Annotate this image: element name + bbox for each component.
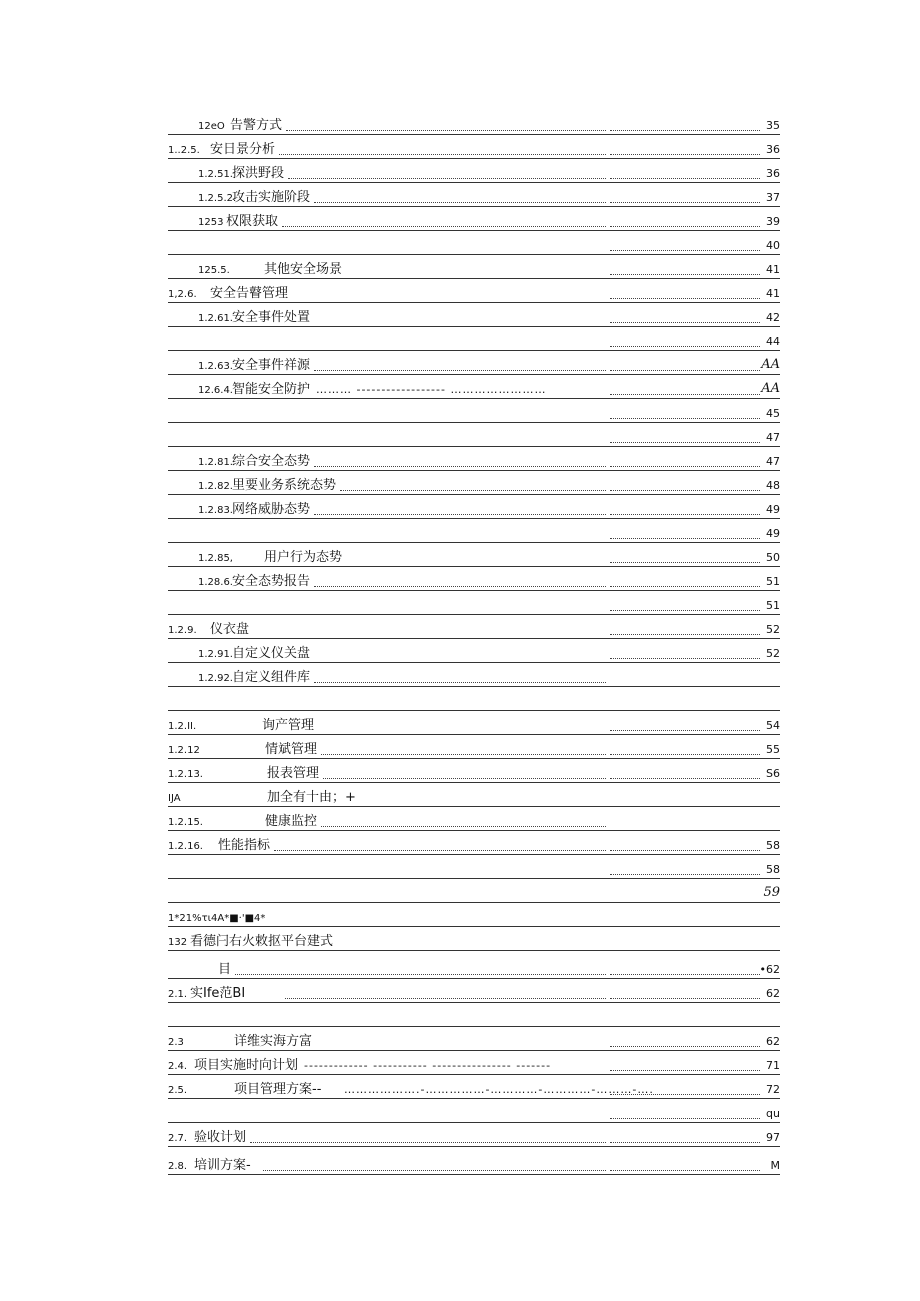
dot-leader-right — [610, 370, 760, 371]
toc-page-number: AA — [761, 381, 780, 396]
dot-leader — [314, 466, 606, 467]
toc-rule — [168, 638, 780, 639]
toc-title: 权限获取 — [226, 214, 279, 229]
dot-leader — [235, 974, 606, 975]
toc-rule — [168, 950, 780, 951]
toc-page-number: 54 — [766, 719, 780, 732]
toc-page-number: 51 — [766, 599, 780, 612]
toc-entry[interactable] — [168, 545, 780, 567]
dot-leader — [279, 154, 606, 155]
toc-number: 2.4. — [168, 1061, 188, 1072]
toc-rule — [168, 902, 780, 903]
dot-leader-right — [610, 178, 760, 179]
toc-title: 验收计划 — [194, 1130, 247, 1145]
toc-page-number: 47 — [766, 431, 780, 444]
toc-entry[interactable] — [168, 881, 780, 903]
toc-page-number: 49 — [766, 503, 780, 516]
toc-rule — [168, 710, 780, 711]
toc-page-number: 49 — [766, 527, 780, 540]
toc-page-number: 36 — [766, 167, 780, 180]
toc-entry[interactable] — [168, 257, 780, 279]
dot-leader — [285, 998, 606, 999]
toc-rule — [168, 662, 780, 663]
toc-page-number: 45 — [766, 407, 780, 420]
toc-page-number: 51 — [766, 575, 780, 588]
dot-leader-right — [610, 778, 760, 779]
dot-leader-right — [610, 130, 760, 131]
toc-page-number: 71 — [766, 1059, 780, 1072]
toc-extra: ……………….-……………-…………-…………-………-…. — [344, 1083, 654, 1096]
toc-entry[interactable] — [168, 521, 780, 543]
dot-leader-right — [610, 1118, 760, 1119]
dot-leader — [274, 850, 606, 851]
toc-rule — [168, 878, 780, 879]
toc-rule — [168, 806, 780, 807]
dot-leader — [314, 586, 606, 587]
toc-rule — [168, 782, 780, 783]
toc-rule — [168, 158, 780, 159]
toc-page-number: 72 — [766, 1083, 780, 1096]
toc-title: 安全告瞽管理 — [210, 286, 289, 301]
toc-title: 加全有十由；+ — [267, 790, 356, 805]
toc-page-number: 58 — [766, 863, 780, 876]
toc-entry[interactable] — [168, 981, 780, 1003]
toc-page-number: S6 — [766, 767, 780, 780]
toc-number: 1.2.16. — [168, 841, 203, 852]
dot-leader-right — [610, 1070, 760, 1071]
toc-rule — [168, 542, 780, 543]
dot-leader — [250, 1142, 606, 1143]
toc-title: 安日景分析 — [210, 142, 276, 157]
toc-entry[interactable] — [168, 809, 780, 831]
toc-rule — [168, 254, 780, 255]
toc-rule — [168, 134, 780, 135]
toc-number: 1,2.6. — [168, 289, 197, 300]
dot-leader-right — [610, 514, 760, 515]
toc-entry[interactable] — [168, 281, 780, 303]
dot-leader-right — [610, 442, 760, 443]
toc-title: 培训方案- — [194, 1158, 251, 1173]
toc-page-number: 35 — [766, 119, 780, 132]
toc-rule — [168, 1002, 780, 1003]
dot-leader-right — [610, 1046, 760, 1047]
toc-entry[interactable] — [168, 785, 780, 807]
dot-leader — [286, 130, 606, 131]
toc-title: 自定义仪关盘 — [232, 646, 311, 661]
dot-leader-right — [610, 418, 760, 419]
toc-rule — [168, 206, 780, 207]
toc-rule — [168, 518, 780, 519]
toc-page-number: 62 — [766, 987, 780, 1000]
toc-extra: ……… ------------------ …………………… — [316, 383, 547, 396]
dot-leader — [282, 226, 606, 227]
toc-title: 项目实施时向计划 — [194, 1058, 299, 1073]
toc-number: 1.2.92. — [198, 673, 233, 684]
toc-entry[interactable] — [168, 185, 780, 207]
dot-leader — [321, 754, 606, 755]
toc-rule — [168, 590, 780, 591]
toc-entry[interactable] — [168, 1153, 780, 1175]
toc-page-number: 39 — [766, 215, 780, 228]
toc-rule — [168, 734, 780, 735]
toc-rule — [168, 374, 780, 375]
toc-page-number: 44 — [766, 335, 780, 348]
dot-leader-right — [610, 1170, 760, 1171]
toc-title: 智能安全防护 — [232, 382, 311, 397]
toc-page-number: 42 — [766, 311, 780, 324]
dot-leader-right — [610, 634, 760, 635]
toc-number: 2.7. — [168, 1133, 188, 1144]
toc-entry[interactable] — [168, 161, 780, 183]
toc-entry[interactable] — [168, 593, 780, 615]
toc-rule — [168, 278, 780, 279]
toc-page-number: 97 — [766, 1131, 780, 1144]
dot-leader — [321, 826, 606, 827]
toc-rule — [168, 1050, 780, 1051]
toc-rule — [168, 854, 780, 855]
toc-number: 2.3 — [168, 1037, 184, 1048]
dot-leader — [314, 370, 606, 371]
toc-number: 1.2.81. — [198, 457, 233, 468]
toc-entry[interactable] — [168, 233, 780, 255]
toc-rule — [168, 1098, 780, 1099]
toc-page-number: 41 — [766, 263, 780, 276]
toc-rule — [168, 566, 780, 567]
toc-page-number: 47 — [766, 455, 780, 468]
toc-title: 实Ife范BI — [190, 986, 246, 1001]
toc-rule — [168, 422, 780, 423]
toc-rule — [168, 494, 780, 495]
toc-number: 1.2.5.2. — [198, 193, 237, 204]
toc-title: 询产管理 — [262, 718, 315, 733]
toc-number: 132 — [168, 937, 188, 948]
toc-title: 安全事件祥源 — [232, 358, 311, 373]
dot-leader-right — [610, 154, 760, 155]
toc-entry[interactable] — [168, 905, 780, 927]
toc-page-number: 36 — [766, 143, 780, 156]
dot-leader — [314, 514, 606, 515]
toc-entry[interactable] — [168, 713, 780, 735]
toc-entry[interactable] — [168, 1101, 780, 1123]
toc-rule — [168, 182, 780, 183]
toc-entry[interactable] — [168, 305, 780, 327]
toc-title: 其他安全场景 — [264, 262, 343, 277]
toc-number: 1.2.15. — [168, 817, 203, 828]
toc-entry[interactable] — [168, 497, 780, 519]
toc-title: 安全态势报告 — [232, 574, 311, 589]
toc-number: 1.28.6. — [198, 577, 233, 588]
toc-extra: ------------- ----------- ---------------- ------- — [304, 1059, 552, 1072]
toc-rule — [168, 1026, 780, 1027]
toc-number: 12eO — [198, 121, 225, 132]
dot-leader-right — [610, 974, 760, 975]
dot-leader-right — [610, 1142, 760, 1143]
toc-title: 网络威胁态势 — [232, 502, 311, 517]
toc-rule — [168, 1146, 780, 1147]
dot-leader-right — [610, 298, 760, 299]
toc-entry[interactable] — [168, 1077, 780, 1099]
toc-rule — [168, 470, 780, 471]
dot-leader-right — [610, 658, 760, 659]
toc-entry[interactable] — [168, 329, 780, 351]
toc-rule — [168, 978, 780, 979]
toc-entry[interactable] — [168, 449, 780, 471]
dot-leader-right — [610, 998, 760, 999]
toc-title: 健康监控 — [265, 814, 318, 829]
toc-number: 1.2.63. — [198, 361, 233, 372]
toc-rule — [168, 350, 780, 351]
dot-leader-right — [610, 226, 760, 227]
dot-leader-right — [610, 586, 760, 587]
dot-leader — [314, 682, 606, 683]
toc-number: 1.2.12 — [168, 745, 200, 756]
toc-entry[interactable] — [168, 833, 780, 855]
toc-rule — [168, 398, 780, 399]
dot-leader-right — [610, 250, 760, 251]
dot-leader — [288, 178, 606, 179]
dot-leader — [323, 778, 606, 779]
toc-entry[interactable] — [168, 617, 780, 639]
dot-leader-right — [610, 538, 760, 539]
toc-title: 目 — [218, 962, 232, 977]
toc-title: 报表管理 — [267, 766, 320, 781]
dot-leader-right — [610, 490, 760, 491]
toc-title: 看德闩右火敕抠平台建式 — [190, 934, 334, 949]
toc-number: 1.2.91. — [198, 649, 233, 660]
toc-entry[interactable] — [168, 1053, 780, 1075]
toc-entry[interactable] — [168, 641, 780, 663]
toc-number: 1.2.9. — [168, 625, 197, 636]
toc-number: 1.2.II. — [168, 721, 197, 732]
toc-page-number: 55 — [766, 743, 780, 756]
toc-number: 1.2.82. — [198, 481, 233, 492]
toc-number: 1253 — [198, 217, 224, 228]
toc-rule — [168, 830, 780, 831]
toc-title: 攻击实施阶段 — [232, 190, 311, 205]
toc-entry[interactable] — [168, 113, 780, 135]
toc-number: 12.6.4. — [198, 385, 233, 396]
toc-page-number: 50 — [766, 551, 780, 564]
toc-rule — [168, 614, 780, 615]
toc-page-number: 40 — [766, 239, 780, 252]
toc-title: 情斌管理 — [265, 742, 318, 757]
toc-rule — [168, 1074, 780, 1075]
toc-number: 1.2.13. — [168, 769, 203, 780]
toc-number: 1..2.5. — [168, 145, 200, 156]
toc-rule — [168, 686, 780, 687]
dot-leader-right — [610, 562, 760, 563]
toc-title: 安全事件处置 — [232, 310, 311, 325]
toc-title: 用户行为态势 — [264, 550, 343, 565]
toc-title: 性能指标 — [218, 838, 271, 853]
toc-entry[interactable] — [168, 425, 780, 447]
toc-title: 里要业务系统态势 — [232, 478, 337, 493]
toc-entry[interactable] — [168, 209, 780, 231]
toc-entry[interactable] — [168, 857, 780, 879]
toc-number: 2.5. — [168, 1085, 188, 1096]
toc-title: 仪衣盘 — [210, 622, 250, 637]
toc-rule — [168, 1174, 780, 1175]
toc-number: 2.8. — [168, 1161, 188, 1172]
dot-leader-right — [610, 322, 760, 323]
toc-page-number: 59 — [763, 885, 780, 900]
toc-entry[interactable] — [168, 665, 780, 687]
toc-number: 125.5. — [198, 265, 230, 276]
toc-rule — [168, 446, 780, 447]
toc-entry[interactable] — [168, 1125, 780, 1147]
dot-leader-right — [610, 394, 760, 395]
toc-entry[interactable] — [168, 473, 780, 495]
toc-rule — [168, 230, 780, 231]
toc-page-number: 41 — [766, 287, 780, 300]
toc-entry[interactable] — [168, 1029, 780, 1051]
toc-rule — [168, 302, 780, 303]
toc-rule — [168, 1122, 780, 1123]
toc-page-number: 52 — [766, 647, 780, 660]
toc-rule — [168, 926, 780, 927]
toc-title: 详维实海方富 — [234, 1034, 313, 1049]
toc-rule — [168, 326, 780, 327]
toc-page-number: M — [770, 1159, 780, 1172]
toc-number: 1*21%τι4A*■·'■4* — [168, 913, 266, 924]
toc-number: 1.2.51. — [198, 169, 233, 180]
dot-leader-right — [610, 610, 760, 611]
toc-entry[interactable] — [168, 689, 780, 711]
dot-leader-right — [610, 466, 760, 467]
toc-page-number: 62 — [766, 1035, 780, 1048]
dot-leader-right — [610, 754, 760, 755]
toc-rule — [168, 758, 780, 759]
toc-number: 1.2.85, — [198, 553, 233, 564]
toc-entry[interactable] — [168, 957, 780, 979]
toc-page-number: 52 — [766, 623, 780, 636]
toc-number: 2.1. — [168, 989, 188, 1000]
dot-leader-right — [610, 274, 760, 275]
toc-entry[interactable] — [168, 353, 780, 375]
toc-page-number: 58 — [766, 839, 780, 852]
toc-title: 综合安全态势 — [232, 454, 311, 469]
toc-number: 1.2.61. — [198, 313, 233, 324]
toc-page-number: AA — [761, 357, 780, 372]
toc-title: 告警方式 — [230, 118, 283, 133]
dot-leader — [340, 490, 606, 491]
toc-page-number: 48 — [766, 479, 780, 492]
dot-leader-right — [610, 730, 760, 731]
toc-page-number: 37 — [766, 191, 780, 204]
toc-entry[interactable] — [168, 737, 780, 759]
toc-number: 1.2.83. — [198, 505, 233, 516]
toc-entry[interactable] — [168, 1005, 780, 1027]
dot-leader — [263, 1170, 606, 1171]
toc-title: 探洪野段 — [232, 166, 285, 181]
dot-leader-right — [610, 874, 760, 875]
dot-leader — [314, 202, 606, 203]
toc-title: 自定义组件库 — [232, 670, 311, 685]
dot-leader-right — [610, 1094, 760, 1095]
dot-leader-right — [610, 202, 760, 203]
dot-leader-right — [610, 850, 760, 851]
toc-title: 项目管理方案-- — [234, 1082, 322, 1097]
toc-page-number: qu — [766, 1107, 780, 1120]
toc-entry[interactable] — [168, 569, 780, 591]
toc-entry[interactable] — [168, 761, 780, 783]
toc-entry[interactable] — [168, 401, 780, 423]
toc-page-number: •62 — [759, 963, 780, 976]
toc-number: IJA — [168, 793, 181, 804]
toc-entry[interactable] — [168, 377, 780, 399]
dot-leader-right — [610, 346, 760, 347]
toc-entry[interactable] — [168, 929, 780, 951]
toc-entry[interactable] — [168, 137, 780, 159]
